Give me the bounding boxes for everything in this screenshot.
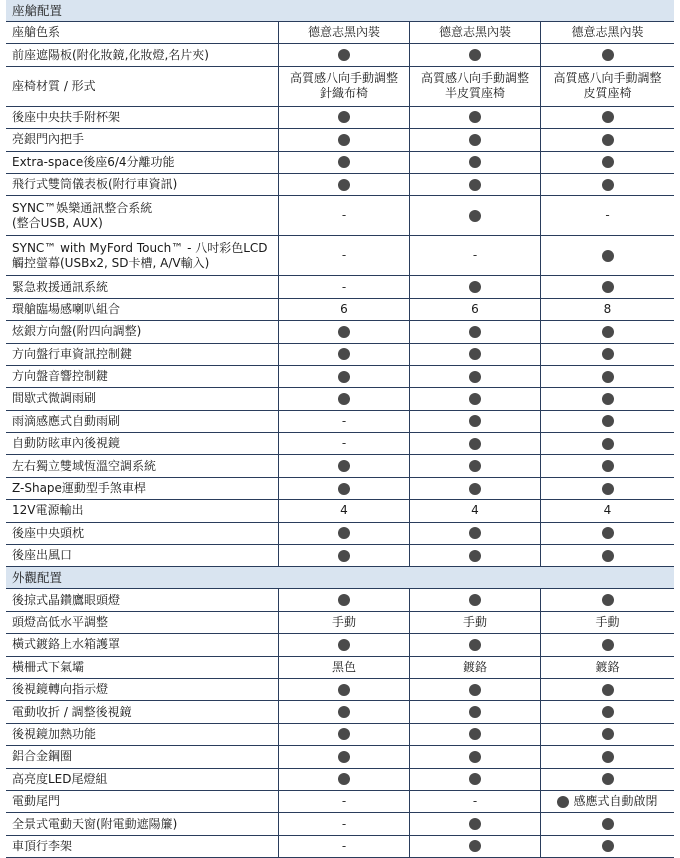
not-available-dash: - (278, 276, 409, 297)
trim-column-header: 德意志黑內裝 (278, 22, 409, 43)
filled-dot-icon (602, 818, 614, 830)
spec-row (6, 344, 674, 366)
standard-feature-dot (540, 769, 674, 790)
filled-dot-icon (338, 49, 350, 61)
standard-feature-dot (540, 366, 674, 387)
spec-label: 座椅材質 / 形式 (12, 78, 96, 93)
filled-dot-icon (469, 728, 481, 740)
standard-feature-dot (409, 634, 540, 655)
filled-dot-icon (469, 281, 481, 293)
spec-row (6, 321, 674, 343)
standard-feature-dot (409, 152, 540, 173)
filled-dot-icon (469, 773, 481, 785)
filled-dot-icon (602, 639, 614, 651)
standard-feature-dot (540, 679, 674, 700)
filled-dot-icon (469, 393, 481, 405)
spec-row (6, 836, 674, 858)
spec-label: SYNC™娛樂通訊整合系統 (整合USB, AUX) (12, 200, 153, 230)
spec-label: 後座中央頭枕 (12, 525, 85, 540)
standard-feature-dot (540, 836, 674, 857)
standard-feature-dot (409, 344, 540, 365)
filled-dot-icon (602, 250, 614, 262)
spec-row (6, 478, 674, 500)
standard-feature-dot (540, 589, 674, 610)
filled-dot-icon (602, 751, 614, 763)
spec-value: 鍍鉻 (540, 657, 674, 678)
filled-dot-icon (469, 415, 481, 427)
standard-feature-dot (540, 523, 674, 544)
spec-label: 座艙色系 (12, 25, 61, 40)
standard-feature-dot (409, 196, 540, 235)
spec-row (6, 44, 674, 66)
standard-feature-dot (278, 455, 409, 476)
filled-dot-icon (602, 393, 614, 405)
filled-dot-icon (469, 751, 481, 763)
spec-sheet (6, 0, 674, 858)
standard-feature-dot (278, 129, 409, 150)
standard-feature-dot (540, 455, 674, 476)
standard-feature-dot (278, 545, 409, 566)
spec-row (6, 791, 674, 813)
standard-feature-dot (540, 478, 674, 499)
filled-dot-icon (338, 751, 350, 763)
standard-feature-dot (278, 769, 409, 790)
standard-feature-dot (278, 634, 409, 655)
standard-feature-dot (540, 545, 674, 566)
spec-row (6, 299, 674, 321)
standard-feature-dot (540, 174, 674, 195)
spec-value: 6 (409, 299, 540, 320)
spec-label: 後座中央扶手附杯架 (12, 109, 121, 124)
filled-dot-icon (602, 840, 614, 852)
filled-dot-icon (602, 594, 614, 606)
spec-row (6, 433, 674, 455)
filled-dot-icon (602, 415, 614, 427)
spec-value: 高質感八向手動調整 皮質座椅 (540, 67, 674, 106)
feature-with-note (540, 791, 674, 812)
standard-feature-dot (409, 366, 540, 387)
filled-dot-icon (338, 684, 350, 696)
spec-row (6, 634, 674, 656)
standard-feature-dot (409, 836, 540, 857)
standard-feature-dot (409, 276, 540, 297)
filled-dot-icon (469, 818, 481, 830)
spec-row (6, 612, 674, 634)
column-header-row (6, 22, 674, 44)
not-available-dash: - (278, 411, 409, 432)
spec-value: 手動 (278, 612, 409, 633)
not-available-dash: - (278, 196, 409, 235)
spec-row (6, 701, 674, 723)
filled-dot-icon (602, 706, 614, 718)
spec-row (6, 500, 674, 522)
not-available-dash: - (278, 433, 409, 454)
spec-row (6, 107, 674, 129)
standard-feature-dot (409, 769, 540, 790)
spec-label: 橫式鍍鉻上水箱護罩 (12, 637, 121, 652)
not-available-dash: - (540, 196, 674, 235)
spec-row (6, 67, 674, 107)
filled-dot-icon (557, 796, 569, 808)
trim-column-header: 德意志黑內裝 (540, 22, 674, 43)
standard-feature-dot (278, 44, 409, 65)
filled-dot-icon (469, 179, 481, 191)
spec-label: 電動尾門 (12, 794, 61, 809)
standard-feature-dot (540, 129, 674, 150)
filled-dot-icon (469, 326, 481, 338)
feature-note: 感應式自動啟閉 (573, 794, 658, 809)
standard-feature-dot (409, 523, 540, 544)
filled-dot-icon (602, 281, 614, 293)
standard-feature-dot (278, 107, 409, 128)
standard-feature-dot (409, 44, 540, 65)
standard-feature-dot (409, 433, 540, 454)
filled-dot-icon (602, 134, 614, 146)
spec-row (6, 724, 674, 746)
filled-dot-icon (338, 460, 350, 472)
spec-row (6, 746, 674, 768)
filled-dot-icon (602, 326, 614, 338)
filled-dot-icon (338, 483, 350, 495)
standard-feature-dot (278, 523, 409, 544)
spec-label: 頭燈高低水平調整 (12, 615, 109, 629)
filled-dot-icon (338, 527, 350, 539)
filled-dot-icon (469, 156, 481, 168)
standard-feature-dot (278, 152, 409, 173)
not-available-dash: - (409, 236, 540, 275)
filled-dot-icon (338, 706, 350, 718)
filled-dot-icon (469, 134, 481, 146)
standard-feature-dot (278, 321, 409, 342)
standard-feature-dot (540, 724, 674, 745)
standard-feature-dot (540, 813, 674, 834)
standard-feature-dot (278, 388, 409, 409)
spec-value: 4 (409, 500, 540, 521)
standard-feature-dot (540, 321, 674, 342)
spec-value: 6 (278, 299, 409, 320)
standard-feature-dot (278, 366, 409, 387)
standard-feature-dot (409, 813, 540, 834)
filled-dot-icon (602, 684, 614, 696)
spec-label: 後視鏡轉向指示燈 (12, 682, 109, 697)
filled-dot-icon (338, 326, 350, 338)
standard-feature-dot (409, 545, 540, 566)
standard-feature-dot (540, 276, 674, 297)
standard-feature-dot (540, 236, 674, 275)
spec-label: 後掠式晶鑽鷹眼頭燈 (12, 592, 121, 607)
filled-dot-icon (338, 371, 350, 383)
spec-row (6, 769, 674, 791)
spec-row (6, 388, 674, 410)
spec-label: 環艙臨場感喇叭組合 (12, 301, 121, 316)
spec-row (6, 545, 674, 567)
section-header: 座艙配置 (6, 0, 674, 22)
standard-feature-dot (278, 344, 409, 365)
spec-row (6, 236, 674, 276)
filled-dot-icon (469, 111, 481, 123)
spec-value: 手動 (409, 612, 540, 633)
not-available-dash: - (409, 791, 540, 812)
filled-dot-icon (338, 134, 350, 146)
spec-label: SYNC™ with MyFord Touch™ - 八吋彩色LCD 觸控螢幕(USBx2, SD卡槽, A/V輸入) (12, 240, 268, 270)
not-available-dash: - (278, 836, 409, 857)
standard-feature-dot (409, 724, 540, 745)
filled-dot-icon (469, 348, 481, 360)
spec-row (6, 196, 674, 236)
filled-dot-icon (602, 460, 614, 472)
spec-label: 後座出風口 (12, 548, 73, 563)
filled-dot-icon (469, 594, 481, 606)
spec-value: 手動 (540, 612, 674, 633)
standard-feature-dot (540, 746, 674, 767)
spec-value: 4 (278, 500, 409, 521)
standard-feature-dot (409, 455, 540, 476)
filled-dot-icon (602, 371, 614, 383)
filled-dot-icon (469, 49, 481, 61)
filled-dot-icon (469, 639, 481, 651)
filled-dot-icon (338, 594, 350, 606)
spec-label: 12V電源輸出 (12, 503, 84, 518)
filled-dot-icon (602, 550, 614, 562)
filled-dot-icon (602, 111, 614, 123)
filled-dot-icon (338, 550, 350, 562)
filled-dot-icon (469, 840, 481, 852)
spec-label: Extra-space後座6/4分離功能 (12, 154, 175, 169)
filled-dot-icon (338, 348, 350, 360)
spec-label: 橫柵式下氣壩 (12, 659, 85, 674)
spec-label: 車頂行李架 (12, 838, 73, 853)
filled-dot-icon (602, 773, 614, 785)
standard-feature-dot (278, 724, 409, 745)
standard-feature-dot (409, 174, 540, 195)
standard-feature-dot (540, 433, 674, 454)
standard-feature-dot (409, 411, 540, 432)
filled-dot-icon (602, 438, 614, 450)
filled-dot-icon (469, 460, 481, 472)
filled-dot-icon (602, 348, 614, 360)
not-available-dash: - (278, 236, 409, 275)
spec-label: 高亮度LED尾燈組 (12, 771, 108, 786)
standard-feature-dot (409, 107, 540, 128)
standard-feature-dot (540, 388, 674, 409)
spec-row (6, 813, 674, 835)
spec-label: Z-Shape運動型手煞車桿 (12, 481, 146, 496)
filled-dot-icon (602, 179, 614, 191)
spec-label: 前座遮陽板(附化妝鏡,化妝燈,名片夾) (12, 47, 209, 62)
standard-feature-dot (409, 746, 540, 767)
standard-feature-dot (540, 107, 674, 128)
filled-dot-icon (338, 111, 350, 123)
spec-label: 左右獨立雙域恆溫空調系統 (12, 458, 157, 473)
standard-feature-dot (278, 701, 409, 722)
standard-feature-dot (278, 589, 409, 610)
spec-row (6, 152, 674, 174)
standard-feature-dot (540, 411, 674, 432)
spec-row (6, 523, 674, 545)
standard-feature-dot (409, 321, 540, 342)
spec-row (6, 657, 674, 679)
filled-dot-icon (469, 210, 481, 222)
spec-value: 黑色 (278, 657, 409, 678)
spec-row (6, 174, 674, 196)
filled-dot-icon (469, 550, 481, 562)
spec-label: 炫銀方向盤(附四向調整) (12, 324, 142, 339)
filled-dot-icon (602, 728, 614, 740)
standard-feature-dot (278, 174, 409, 195)
standard-feature-dot (540, 44, 674, 65)
filled-dot-icon (338, 639, 350, 651)
spec-label: 鋁合金鋼圈 (12, 749, 73, 764)
filled-dot-icon (338, 773, 350, 785)
spec-value: 8 (540, 299, 674, 320)
filled-dot-icon (338, 393, 350, 405)
spec-label: 後視鏡加熱功能 (12, 726, 97, 741)
spec-label: 雨滴感應式自動雨刷 (12, 413, 121, 428)
filled-dot-icon (469, 438, 481, 450)
spec-value: 鍍鉻 (409, 657, 540, 678)
standard-feature-dot (540, 152, 674, 173)
filled-dot-icon (602, 527, 614, 539)
filled-dot-icon (469, 527, 481, 539)
spec-label: 間歇式微調雨刷 (12, 391, 97, 406)
spec-label: 方向盤音響控制鍵 (12, 369, 109, 384)
filled-dot-icon (469, 706, 481, 718)
spec-row (6, 366, 674, 388)
spec-label: 方向盤行車資訊控制鍵 (12, 346, 133, 361)
spec-row (6, 129, 674, 151)
standard-feature-dot (278, 478, 409, 499)
standard-feature-dot (409, 701, 540, 722)
filled-dot-icon (602, 156, 614, 168)
spec-value: 高質感八向手動調整 針織布椅 (278, 67, 409, 106)
standard-feature-dot (409, 589, 540, 610)
spec-row (6, 455, 674, 477)
filled-dot-icon (338, 728, 350, 740)
standard-feature-dot (540, 344, 674, 365)
standard-feature-dot (409, 679, 540, 700)
trim-column-header: 德意志黑內裝 (409, 22, 540, 43)
spec-row (6, 679, 674, 701)
standard-feature-dot (409, 129, 540, 150)
spec-row (6, 411, 674, 433)
standard-feature-dot (278, 746, 409, 767)
filled-dot-icon (602, 483, 614, 495)
standard-feature-dot (278, 679, 409, 700)
standard-feature-dot (409, 478, 540, 499)
spec-label: 全景式電動天窗(附電動遮陽簾) (12, 816, 178, 831)
not-available-dash: - (278, 791, 409, 812)
filled-dot-icon (602, 49, 614, 61)
filled-dot-icon (469, 684, 481, 696)
filled-dot-icon (338, 156, 350, 168)
spec-value: 高質感八向手動調整 半皮質座椅 (409, 67, 540, 106)
spec-row (6, 276, 674, 298)
spec-row (6, 589, 674, 611)
spec-label: 自動防眩車內後視鏡 (12, 436, 121, 451)
standard-feature-dot (540, 634, 674, 655)
spec-value: 4 (540, 500, 674, 521)
section-header: 外觀配置 (6, 567, 674, 589)
filled-dot-icon (338, 179, 350, 191)
filled-dot-icon (469, 371, 481, 383)
spec-label: 亮銀門內把手 (12, 132, 85, 147)
not-available-dash: - (278, 813, 409, 834)
spec-label: 電動收折 / 調整後視鏡 (12, 704, 132, 719)
standard-feature-dot (409, 388, 540, 409)
spec-label: 緊急救援通訊系統 (12, 279, 109, 294)
filled-dot-icon (469, 483, 481, 495)
standard-feature-dot (540, 701, 674, 722)
spec-label: 飛行式雙筒儀表板(附行車資訊) (12, 177, 178, 192)
